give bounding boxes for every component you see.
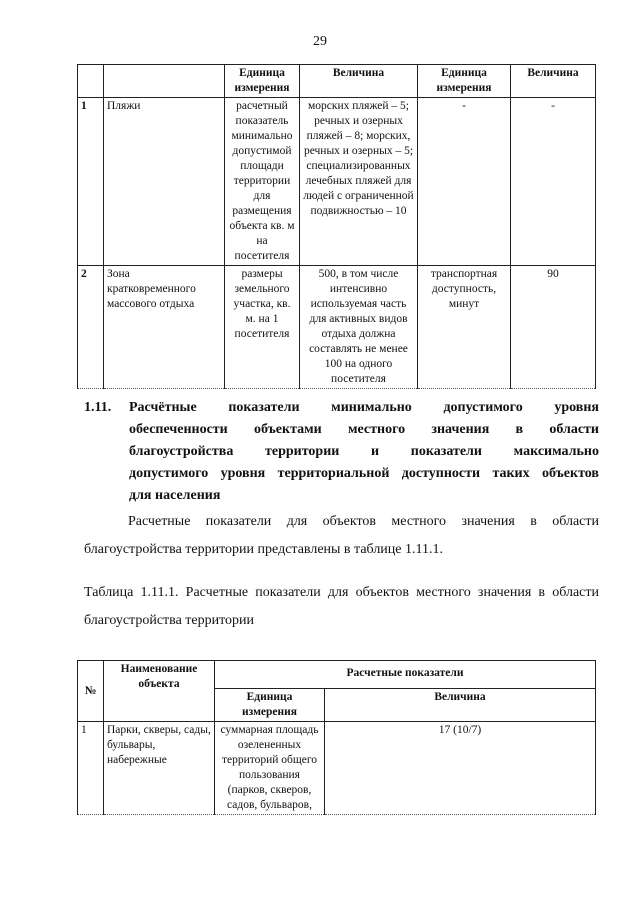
header-value: Величина (325, 689, 596, 722)
landscaping-table (77, 660, 596, 815)
header-cell: Единица измерения (418, 65, 511, 98)
section-title-line: Расчётные показатели минимально допустимого уровня (129, 400, 599, 415)
intro-paragraph: Расчетные показатели для объектов местного значения в области благоустройства территории представлены в таблице 1.11.1. (84, 514, 599, 557)
table-caption: Таблица 1.11.1. Расчетные показатели для объектов местного значения в области благоустройства территории (84, 585, 599, 628)
header-cell: Величина (511, 65, 596, 98)
table-row (78, 722, 596, 815)
header-cell: Единица измерения (225, 65, 300, 98)
access-unit-cell: - (418, 98, 511, 266)
continued-table (77, 64, 596, 389)
section-heading (84, 397, 599, 507)
row-number: 2 (78, 266, 104, 389)
object-name: Пляжи (104, 98, 225, 266)
table-row (78, 266, 596, 389)
section-title-line: для населения (129, 488, 221, 503)
access-value-cell: - (511, 98, 596, 266)
section-title-line: благоустройства территории и показатели максимально (129, 444, 599, 459)
unit-cell: размеры земельного участка, кв. м. на 1 посетителя (225, 266, 300, 389)
row-number: 1 (78, 722, 104, 815)
value-cell: 500, в том числе интенсивно используемая часть для активных видов отдыха должна составлять не менее 100 на одного посетителя (300, 266, 418, 389)
page-number: 29 (313, 34, 327, 49)
header-cell: Величина (300, 65, 418, 98)
unit-cell: суммарная площадь озелененных территорий общего пользования (парков, скверов, садов, бульваров, (215, 722, 325, 815)
value-cell: 17 (10/7) (325, 722, 596, 815)
section-number: 1.11. (84, 400, 112, 415)
table-row (78, 98, 596, 266)
table-header-row (78, 661, 596, 689)
header-name: Наименование объекта (104, 661, 215, 722)
section-title-line: обеспеченности объектами местного значения в области (129, 422, 599, 437)
access-value-cell: 90 (511, 266, 596, 389)
value-cell: морских пляжей – 5; речных и озерных пляжей – 8; морских, речных и озерных – 5; специализированных лечебных пляжей для людей с ограниченной подвижностью – 10 (300, 98, 418, 266)
table-header-row (78, 65, 596, 98)
header-cell (78, 65, 104, 98)
header-cell (104, 65, 225, 98)
header-group: Расчетные показатели (215, 661, 596, 689)
object-name: Парки, скверы, сады, бульвары, набережные (104, 722, 215, 815)
header-num: № (78, 661, 104, 722)
section-title-line: допустимого уровня территориальной доступности таких объектов (129, 466, 599, 481)
access-unit-cell: транспортная доступность, минут (418, 266, 511, 389)
row-number: 1 (78, 98, 104, 266)
unit-cell: расчетный показатель минимально допустимой площади территории для размещения объекта кв. м на посетителя (225, 98, 300, 266)
object-name: Зона кратковременного массового отдыха (104, 266, 225, 389)
header-unit: Единица измерения (215, 689, 325, 722)
